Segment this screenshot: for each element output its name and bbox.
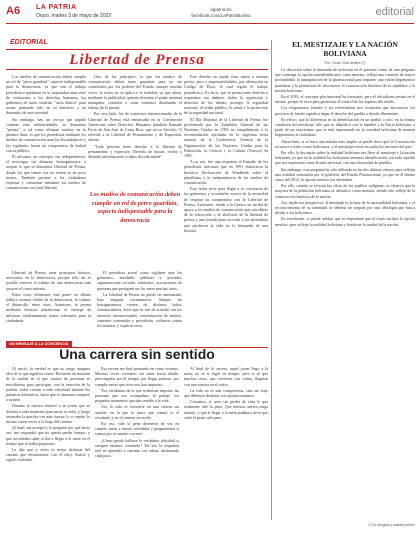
editorial-title: Libertad de Prensa	[6, 52, 268, 70]
right-article-paragraph: En efecto, que la diferencia en la identificación es un pueblo a otro, en la misma condición del mestizaje, sólo que se identificó con la bandera y la Patria boliviana, a partir de un sincretismo que se está imponiendo en la sociedad boliviana de manera hegemónica al ciudadano.	[275, 116, 415, 138]
header-social[interactable]: facebook.com/LaPatriaBolivia	[191, 13, 251, 18]
editorial-paragraph: Esta fecha sirve para llegar a la conciencia de los gobiernos y recordarles acerca de la necesidad de respetar su compromiso con la Libertad de Prensa. Asimismo, tiende a la Unesco en un día de apoyo a los medios de comunicación que son objeto de la restricción o la abolición de la libertad de prensa y una jornada para recordar a los periodistas que perdieron la vida en la búsqueda de una historia.	[184, 186, 268, 233]
opinion-column-2	[95, 366, 179, 530]
paper-date: Oruro, martes 3 de mayo de 2022	[36, 13, 112, 19]
opinion-paragraph: Por eso, vale la pena detenerse de vez en cuando, mirar a nuestro alrededor y preguntarnos si vamos por el camino correcto.	[95, 421, 179, 437]
right-article-paragraph: En el 2010, el concepto plurinacional ha fracasado, pero el oficialismo insiste en el mismo, porque le sirve para garantizar el control de los órganos del estado.	[275, 94, 415, 105]
right-article-body	[275, 67, 415, 521]
opinion-title: Una carrera sin sentido	[59, 346, 215, 362]
right-article-title: EL MESTIZAJE Y LA NACIÓN BOLIVIANA	[292, 40, 398, 58]
header-contact	[181, 7, 261, 19]
right-article-paragraph: Ahora bien, si se hace una mirada más amplia se puede decir que la Constitución reconoce a todos como bolivianos, y el mestizaje existe en todos los rincones del país.	[275, 138, 415, 149]
right-article-paragraph: La discusión sobre la demanda de inclusión en el presente censo de una pregunta que contenga la opción autoidentificarse como mestizo, refleja una cuestión de mayor profundidad, la manipulación de la plurinacional para imponer una visión hegemónica partidaria y la pretensión de desconocer la construcción histórica de la república y la nación boliviana.	[275, 67, 415, 93]
editorial-paragraph: El informar un concepto con independencia, el investigar sin alianzas, homogenizarse o aceptar lo que se denomina Libertad de Prensa, donde los que tienen voz no tienen ni un poco menos. También permite a los ciudadanos expresar y cuestionar mediante los medios de comunicación con total libertad.	[6, 154, 86, 191]
opinion-paragraph: Nos olvidamos de lo que realmente importa: las personas que nos acompañan, el paisaje, los pequeños momentos que dan sentido a la vida.	[95, 387, 179, 404]
opinion-label: UN MENSAJE A LA CONCIENCIA	[6, 341, 72, 347]
right-article-footnote: (*) Es abogado y analista político	[368, 523, 415, 527]
right-article-paragraph: Por ello, la discusión sobre la realidad boliviana nos lleva al mestizaje y la nación boliviana, ya que en la realidad los bolivianos tenemos identificación con todo aquello que nos representa como Estado nacional, con una diversidad de pueblos.	[275, 150, 415, 166]
editorial-label-bar	[6, 40, 268, 50]
editorial-column-2-lower	[6, 270, 182, 338]
page-header	[6, 4, 414, 24]
editorial-paragraph: El Día Mundial de la Libertad de Prensa fue proclamado por la Asamblea General de las Naciones Unidas en 1993 en cumplimiento a la recomendación aprobada en la vigésima sexta reunión de la Conferencia General de la Organización de las Naciones Unidas para la Educación, la Ciencia y la Cultura (Unesco) en 1991.	[184, 116, 268, 159]
editorial-rule	[6, 49, 268, 50]
editorial-column-3	[184, 74, 268, 338]
editorial-label: EDITORIAL	[10, 39, 48, 46]
opinion-paragraph: ¿Cómo puede hallarse la verdadera felicidad si siempre estamos corriendo? Tal vez la respuesta esté en aprender a caminar con calma, disfrutando cada paso.	[95, 437, 179, 459]
opinion-paragraph: Al inicio, la verdad es que no tengo ninguna idea de lo que significa correr. Recuerdo un maratón de la ciudad en el que cientos de personas se inscribieron para participar; con la emoción de la partida, todos corrían a toda velocidad durante los primeros kilómetros, hasta que el cansancio empezó a notarse.	[6, 366, 90, 403]
opinion-column-3	[184, 366, 268, 530]
opinion-paragraph: Al final, me acerqué y le pregunté por qué hacía eso, me respondió que no quería perder tiempo, y que necesitaba saber si iba a llegar a la meta en el tiempo que se había propuesto.	[6, 425, 90, 446]
editorial-column-2	[88, 74, 182, 186]
right-article-paragraph: En conclusión, se puede señalar que es importante que el censo incluya la opción mestizo, para reflejar la realidad boliviana y fortalecer la unidad de la nación.	[275, 216, 415, 227]
right-article-paragraph: Sin embargo, esta pregunta ha sido utilizada en los dos últimos censos, para reflejar una realidad construida por el gobierno del Estado Plurinacional, ya que en el último censo del 2012, la opción mestizo fue eliminada.	[275, 166, 415, 183]
opinion-paragraph: Le dije que a veces es mejor disfrutar del camino que obsesionarse con el reloj. Sonrió y siguió corriendo.	[6, 447, 90, 463]
editorial-paragraph: Libertad de Prensa tiene principios básicos, necesarios en la democracia, porque sólo así es posible conocer el trabajo de una democracia más justa en el conocimiento.	[6, 270, 91, 291]
editorial-paragraph: Entre estos elementos está poner en debate público asuntos vitales de la democracia, la cultura, el desarrollo, entre otros. Asimismo, la prensa mediante diversas plataformas se encarga de informar cotidianamente temas relevantes para la ciudadanía.	[6, 291, 91, 323]
editorial-paragraph: Otro de los principios, es que los medios de comunicación deben tener garantías para no ser controlados por los poderes del Estado, aunque muchas veces, la teoría no se aplica a la realidad, ya que ahora, mediante la publicidad, quienes detentan el poder intentan manipular, controlar o cesar contratos desafiando el trabajo de la prensa.	[88, 74, 182, 111]
opinion-paragraph: Esa escena me dejó pensando en cómo vivimos. Muchas veces corremos sin saber hacia dónde, preocupados por el tiempo, por llegar primero, por cumplir metas que otros nos han impuesto.	[95, 366, 179, 387]
opinion-paragraph: Corramos, sí, pero sin perder de vista lo que realmente vale la pena. Que nuestra carrera tenga sentido, y que al llegar a la meta podamos decir que valió la pena cada paso.	[184, 399, 268, 420]
right-article-paragraph: Los vergonzosos fraudes y los referéndums nos recuerdan que desconocer los procesos de fraude significa negar el derecho del pueblo a decidir libremente.	[275, 105, 415, 116]
editorial-paragraph: "Toda persona tiene derecho a la libertad de pensamiento y expresión. Derecho de buscar, recibir y difundir informaciones e ideas de toda índole".	[88, 143, 182, 160]
right-article-byline: Por: Omar Ortiz Ardiles (*)	[324, 61, 366, 65]
opinion-paragraph: Durante la carrera observé a un joven que se detenía a cada momento para mirar su reloj, y luego retomaba la marcha con más fuerza; lo vi repetir lo mismo varias veces a lo largo del camino.	[6, 403, 90, 425]
column-divider	[271, 40, 272, 520]
editorial-paragraph: La Libertad de Prensa no puede ser amenazada, bajo ninguna circunstancia. Aunque las hostigamientos vienen de distintos lados: comunicadores, leyes que se van de acuerdo con los intereses internacionales, concentración de medios, crímenes contenidos y periodistas, violencia contra los mismos, y explicar otros.	[97, 291, 182, 329]
page-number: A6	[6, 5, 21, 17]
opinion-paragraph: Así, la vida se convierte en una carrera sin sentido, en la que lo único que cuenta es el resultado, y no el camino recorrido.	[95, 404, 179, 420]
right-article-paragraph: Así, desde esa perspectiva, el mestizaje es la base de la nacionalidad boliviana, y el reconocimiento de su identidad no debería ser negado por una ideología que busca dividir a los bolivianos.	[275, 199, 415, 216]
editorial-paragraph: A su vez, fue una respuesta al llamado de los periodistas africanos que en 1991 elaboraron la histórica Declaración de Windhoek sobre el pluralismo y la independencia de los medios de comunicación.	[184, 159, 268, 186]
opinion-column-1	[6, 366, 90, 530]
opinion-paragraph: La vida no es una competencia, sino un viaje que debemos disfrutar con quienes amamos.	[184, 387, 268, 399]
editorial-paragraph: Por otro lado, los de estructura internacionales de la Libertad de Prensa está enmarcada en la Convención Americana sobre Derechos Humanos (también llamado Pacto de San José de Costa Rica, que en su Artículo 13 referido a la Libertad de Pensamiento y de Expresión, afirma:	[88, 111, 182, 143]
editorial-paragraph: Este derecho no puede estar sujeto a censura previa, pero a responsabilidades, por alienación en Código de Ética, el cual regula el trabajo periodístico. Es decir, que la prensa tiene derecho a expresarse sin dañarse, dañar la reputación y derechos de los demás; proteger la seguridad nacional, el orden público, la salud o la protección de la seguridad nacional.	[184, 74, 268, 116]
opinion-paragraph: Al final de la carrera, aquel joven llegó a la meta; no sé si logró su tiempo, pero sí sé que muchos otros, que corrieron con calma, llegaron con una sonrisa en el rostro.	[184, 366, 268, 387]
header-site[interactable]: lapatria.bo	[210, 7, 232, 12]
paper-name: LA PATRIA	[36, 4, 77, 11]
editorial-paragraph: Sin embargo, hay un cerrojo que impide cometer esas arbitrariedades, se denomina "prensa", y tal como afirman muchos en la primera línea, es que los periodistas mediante los medios de comunicación sean los fiscalizadores y los vigilantes, hacen un compromiso de lealtad con su público.	[6, 116, 86, 153]
editorial-paragraph: Los medios de comunicación deben cumplir un rol de "perro guardián", aspecto indispensable para la democracia, ya que son el trabajo periodístico quedaron en la impunidad unas serie de violaciones a los derechos humanos, los gobiernos de turno tendrían "carta blanca" para actuar pensando sólo en su beneficio y en desmedro de una sociedad.	[6, 74, 86, 116]
right-article-paragraph: Por ello, cuando se revisan las cifras de los pueblos indígenas, se observa que la mayoría de la población boliviana se identifica como mestiza, siendo esto reflejo de la construcción histórica de la nación.	[275, 183, 415, 199]
section-name: editorial	[375, 6, 414, 18]
editorial-pull-quote: Los medios de comunicación deben cumplir un rol de perro guardián, aspecto indispensable para la democracia	[88, 187, 182, 269]
editorial-paragraph: El periodista actual como vigilante ante los gobiernos, entidades públicas y privadas, organizaciones sociales, sindicatos, asociaciones de personas que persiguen un fin, entre muchas otras.	[97, 270, 182, 291]
